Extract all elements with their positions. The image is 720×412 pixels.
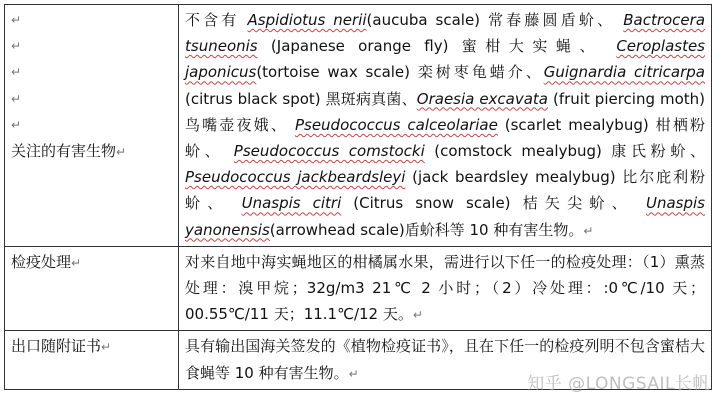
species-name: Unaspis yanonensis (185, 194, 705, 239)
quarantine-table (4, 4, 712, 390)
row-label: 出口随附证书 (11, 337, 102, 356)
row-label-cell: ↵ ↵ ↵ ↵ ↵ 关注的有害生物↵ (5, 5, 179, 247)
content-text: 具有输出国海关签发的《植物检疫证书》，且在下任一的检疫列明不包含蜜桔大食蝇等 10 种有害生物。 (185, 337, 705, 382)
content-text: (jack beardsley mealybug) 比尔庇利粉蚧、 (185, 168, 706, 213)
content-text: (scarlet mealybug) 柑栖粉蚧、 (185, 115, 705, 161)
species-name: Pseudococcus calceolariae (294, 115, 498, 134)
table-row (5, 5, 712, 247)
content-text: 对来自地中海实蝇地区的柑橘属水果，需进行以下任一的检疫处理：（1）熏蒸处理：溴甲烷；32g/m3 21℃ 2 小时；（2）冷处理：:0℃/10 天；00.55℃/11 天；11.1℃/12 天。 (185, 252, 705, 324)
table-row (5, 246, 712, 331)
content-text: (Japanese orange fly) 蜜柑大实蝇、 (257, 37, 617, 56)
watermark: 知乎 @LONGSAIL长帆 (527, 374, 710, 394)
species-name: Pseudococcus jackbeardsleyi (185, 168, 406, 187)
paragraph-mark: ↵ (583, 223, 594, 238)
paragraph-mark: ↵ (412, 308, 423, 323)
species-name: Bactrocera tsuneonis (185, 11, 706, 56)
row-label-cell: 检疫处理↵ (5, 246, 179, 331)
paragraph-mark: ↵ (348, 366, 359, 381)
species-name: Pseudococcus comstocki (233, 142, 425, 161)
content-text: (tortoise wax scale) 栾树枣龟蜡介、 (256, 63, 544, 82)
content-text: (citrus black spot) 黑斑病真菌、 (185, 89, 417, 108)
content-text: (aucuba scale) 常春藤圆盾蚧、 (366, 11, 624, 29)
content-text: (arrowhead scale)盾蚧科等 10 种有害生物。 (269, 220, 584, 239)
content-text: (fruit piercing moth) 鸟嘴壶夜娥、 (185, 89, 705, 134)
content-text: (Citrus snow scale) 桔矢尖蚧、 (341, 194, 646, 213)
content-text: 不含有 (185, 11, 248, 29)
species-name: Ceroplastes japonicus (185, 37, 705, 82)
species-name: Aspidiotus nerii (247, 11, 367, 29)
row-label: 关注的有害生物 (11, 142, 117, 161)
row-content (179, 246, 712, 331)
species-name: Oraesia excavata (416, 89, 549, 108)
content-text: (comstock mealybug) 康氏粉蚧、 (424, 142, 705, 161)
row-label-cell: 出口随附证书↵ (5, 331, 179, 389)
species-name: Unaspis citri (241, 194, 342, 213)
row-content (179, 5, 712, 247)
row-label: 检疫处理 (11, 252, 72, 271)
species-name: Guignardia citricarpa (543, 63, 705, 82)
